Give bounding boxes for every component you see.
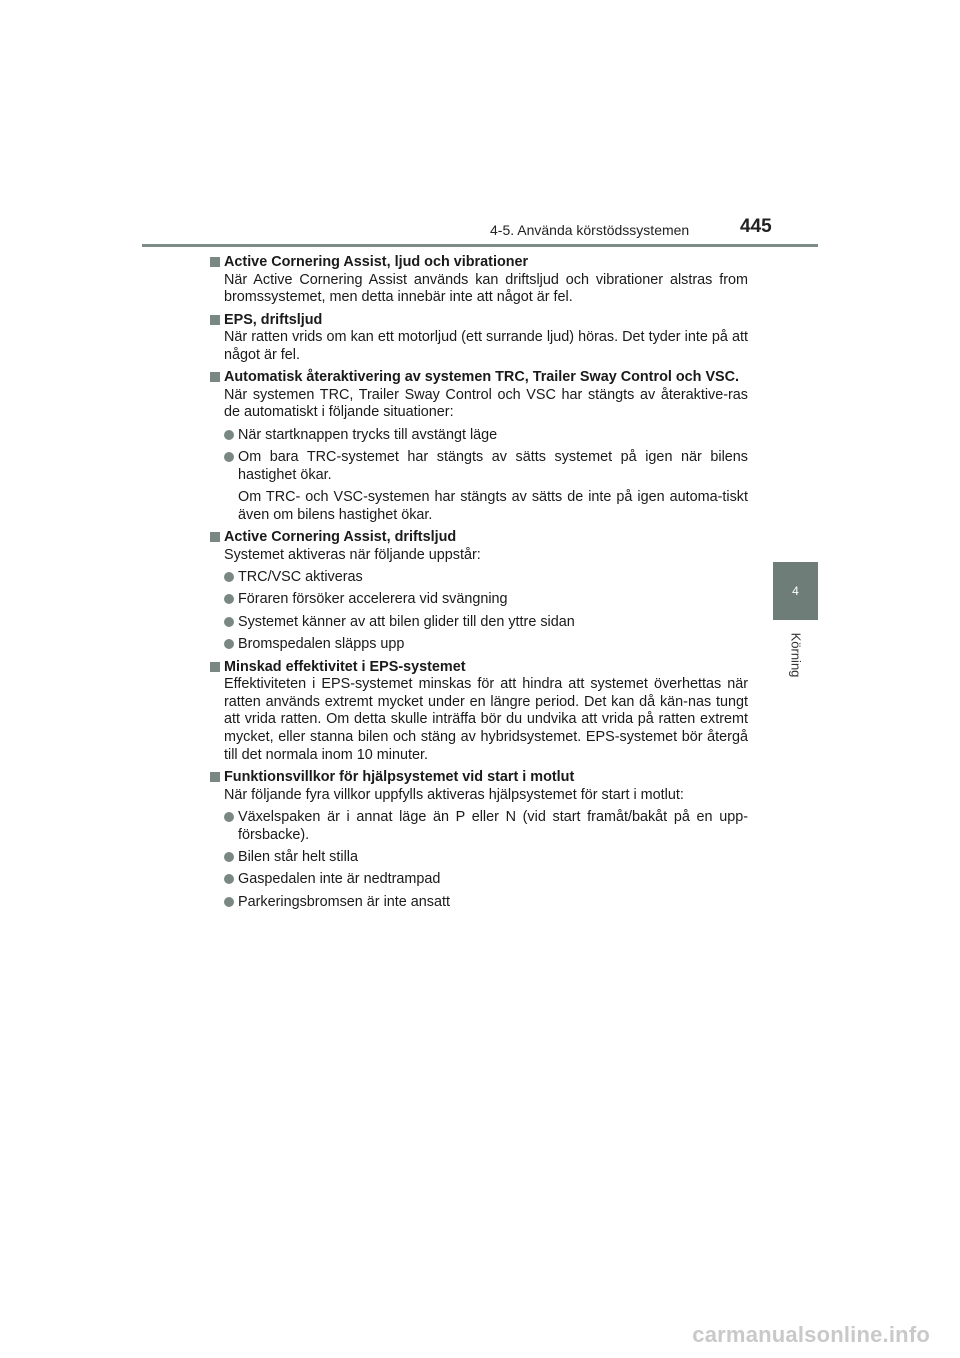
section-item [210,254,748,307]
bullet-list [224,427,748,525]
chapter-number: 4 [792,584,799,598]
document-body [210,254,748,916]
section-text: När följande fyra villkor uppfylls aktiveras hjälpsystemet för start i motlut: [224,786,684,803]
list-item-text: Bromspedalen släpps upp [238,636,405,653]
list-item-text: Gaspedalen inte är nedtrampad [238,871,441,888]
circle-bullet-icon [224,430,234,440]
section-item [210,659,748,765]
list-item [224,894,748,912]
list-item [224,569,748,587]
page-number: 445 [740,216,772,237]
circle-bullet-icon [224,852,234,862]
list-item [224,871,748,889]
list-item [224,614,748,632]
list-item-note: Om TRC- och VSC-systemen har stängts av sätts de inte på igen automa-tiskt även om bilens hastighet ökar. [238,489,748,523]
list-item-text: Växelspaken är i annat läge än P eller N (vid start framåt/bakåt på en upp-försbacke). [238,808,748,843]
square-bullet-icon [210,315,220,325]
list-item [224,849,748,867]
watermark: carmanualsonline.info [692,1322,930,1347]
square-bullet-icon [210,372,220,382]
list-item-text: När startknappen trycks till avstängt läge [238,426,498,443]
section-text: När ratten vrids om kan ett motorljud (ett surrande ljud) höras. Det tyder inte på att något är fel. [224,329,748,363]
circle-bullet-icon [224,452,234,462]
list-item-text: Systemet känner av att bilen glider till den yttre sidan [238,613,575,630]
circle-bullet-icon [224,639,234,649]
section-title: 4-5. Använda körstödssystemen [490,222,690,238]
list-item-text: Bilen står helt stilla [238,848,358,865]
list-item [224,636,748,654]
section-item [210,312,748,365]
circle-bullet-icon [224,594,234,604]
section-text: Effektiviteten i EPS-systemet minskas för att hindra att systemet överhettas när ratten används extremt mycket under en längre period. Det kan då kän-nas tungt att vrida ratten. Om detta skulle inträffa bör du undvika att vrida på ratten extremt mycket, eller stanna bilen och stäng av hybridsystemet. EPS-systemet bör återgå till det normala inom 10 minuter. [224,676,748,763]
list-item-text: Parkeringsbromsen är inte ansatt [238,893,450,910]
chapter-tab [773,562,818,620]
square-bullet-icon [210,772,220,782]
square-bullet-icon [210,257,220,267]
section-heading: Active Cornering Assist, driftsljud [224,529,457,546]
section-heading: Funktionsvillkor för hjälpsystemet vid start i motlut [224,769,575,785]
section-text: När systemen TRC, Trailer Sway Control och VSC har stängts av återaktive-ras de automatiskt i följande situationer: [224,386,748,421]
list-item-text: TRC/VSC aktiveras [238,569,363,586]
section-heading: EPS, driftsljud [224,311,323,328]
circle-bullet-icon [224,572,234,582]
square-bullet-icon [210,532,220,542]
chapter-label: Körning [788,632,804,678]
list-item [224,427,748,445]
list-item [224,809,748,844]
square-bullet-icon [210,662,220,672]
circle-bullet-icon [224,897,234,907]
section-heading: Active Cornering Assist, ljud och vibrationer [224,254,529,270]
section-heading: Automatisk återaktivering av systemen TRC, Trailer Sway Control och VSC. [224,369,740,386]
bullet-list [224,809,748,911]
section-item [210,529,748,654]
section-heading: Minskad effektivitet i EPS-systemet [224,658,466,675]
circle-bullet-icon [224,812,234,822]
list-item [224,449,748,524]
header-divider [142,244,818,247]
circle-bullet-icon [224,617,234,627]
section-text: Systemet aktiveras när följande uppstår: [224,546,481,563]
section-item [210,369,748,524]
list-item-text: Föraren försöker accelerera vid svängning [238,591,508,608]
section-item [210,769,748,911]
bullet-list [224,569,748,654]
list-item [224,591,748,609]
section-text: När Active Cornering Assist används kan driftsljud och vibrationer alstras from bromssystemet, men detta innebär inte att något är fel. [224,271,748,306]
list-item-text: Om bara TRC-systemet har stängts av sätts systemet på igen när bilens hastighet ökar. [238,449,748,483]
circle-bullet-icon [224,874,234,884]
